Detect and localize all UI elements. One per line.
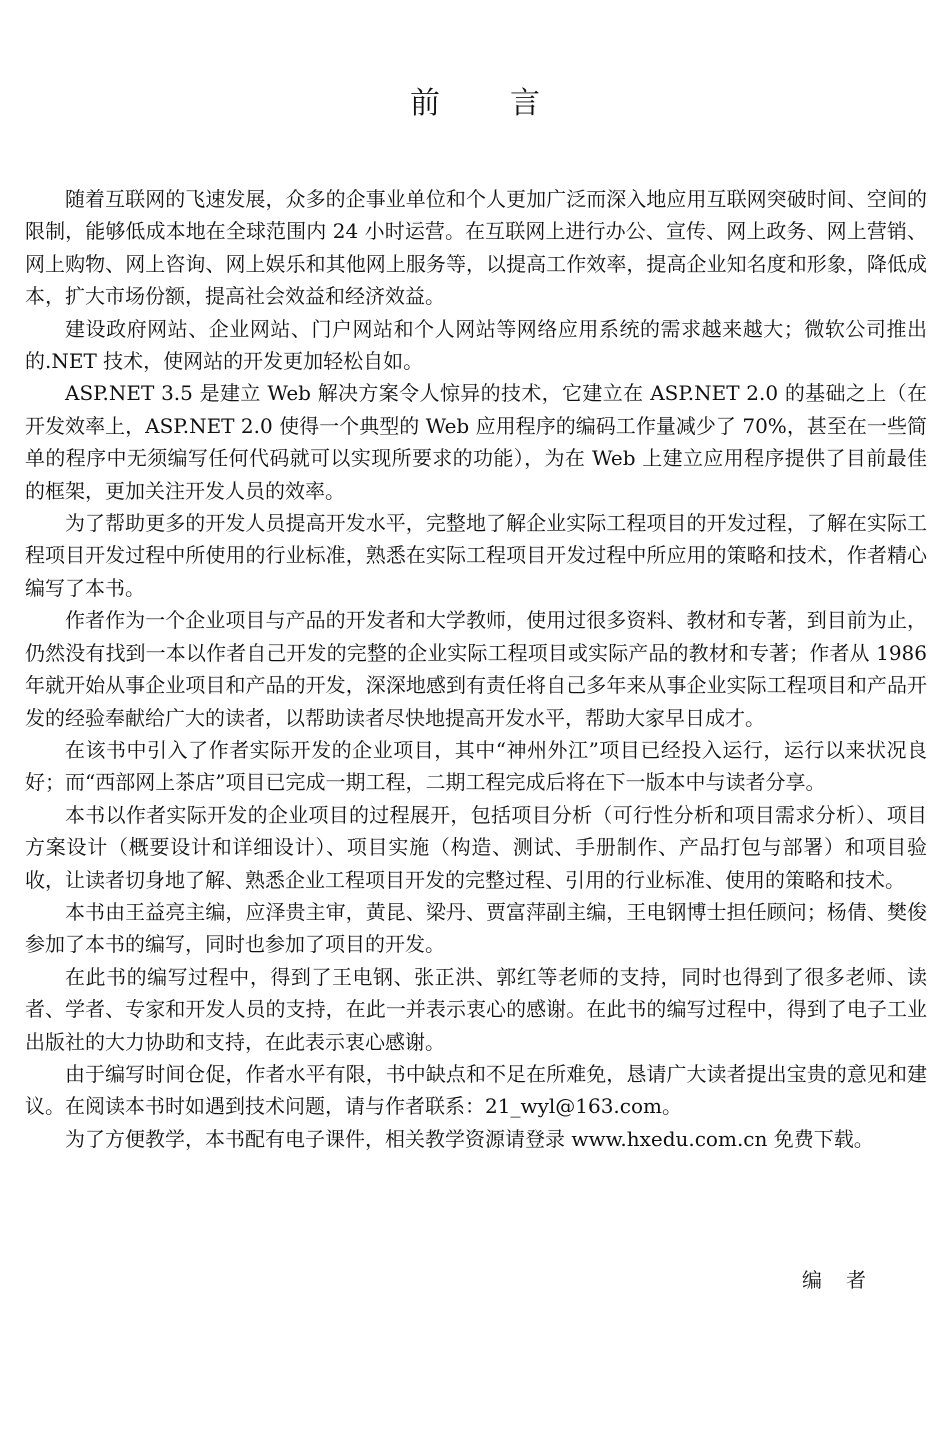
paragraph: 为了方便教学，本书配有电子课件，相关教学资源请登录 www.hxedu.com.cn 免费下载。 xyxy=(65,1126,874,1151)
paragraph: 本书以作者实际开发的企业项目的过程展开，包括项目分析（可行性分析和项目需求分析）、项目方案设计（概要设计和详细设计）、项目实施（构造、测试、手册制作、产品打包与部署）和项目验收，让读者切身地了解、熟悉企业工程项目开发的完整过程、引用的行业标准、使用的策略和技术。 xyxy=(25,802,927,892)
paragraph: 在该书中引入了作者实际开发的企业项目，其中“神州外江”项目已经投入运行，运行以来状况良好；而“西部网上茶店”项目已完成一期工程，二期工程完成后将在下一版本中与读者分享。 xyxy=(25,737,927,795)
paragraph: 为了帮助更多的开发人员提高开发水平，完整地了解企业实际工程项目的开发过程，了解在实际工程项目开发过程中所使用的行业标准，熟悉在实际工程项目开发过程中所应用的策略和技术，作者精心编写了本书。 xyxy=(25,511,927,600)
paragraph: 在此书的编写过程中，得到了王电钢、张正洪、郭红等老师的支持，同时也得到了很多老师、读者、学者、专家和开发人员的支持，在此一并表示衷心的感谢。在此书的编写过程中，得到了电子工业出版社的大力协助和支持，在此表示衷心感谢。 xyxy=(25,964,927,1054)
author-signature: 编者 xyxy=(802,1268,890,1292)
paragraph: 作者作为一个企业项目与产品的开发者和大学教师，使用过很多资料、教材和专著，到目前为止，仍然没有找到一本以作者自己开发的完整的企业实际工程项目或实际产品的教材和专著；作者从 1986 年就开始从事企业项目和产品的开发，深深地感到有责任将自己多年来从事企业实际工程项目和产品开发的经验奉献给广大的读者，以帮助读者尽快地提高开发水平，帮助大家早日成才。 xyxy=(25,608,927,730)
paragraph: ASP.NET 3.5 是建立 Web 解决方案令人惊异的技术，它建立在 ASP.NET 2.0 的基础之上（在开发效率上，ASP.NET 2.0 使得一个典型的 Web 应用程序的编码工作量减少了 70%，甚至在一些简单的程序中无须编写任何代码就可以实现所要求的功能），为在 Web 上建立应用程序提供了目前最佳的框架，更加关注开发人员的效率。 xyxy=(25,381,927,503)
paragraph: 由于编写时间仓促，作者水平有限，书中缺点和不足在所难免，恳请广大读者提出宝贵的意见和建议。在阅读本书时如遇到技术问题，请与作者联系：21_wyl@163.com。 xyxy=(25,1061,927,1119)
page-title: 前言 xyxy=(410,86,610,121)
paragraph: 随着互联网的飞速发展，众多的企事业单位和个人更加广泛而深入地应用互联网突破时间、空间的限制，能够低成本地在全球范围内 24 小时运营。在互联网上进行办公、宣传、网上政务、网上营销、网上购物、网上咨询、网上娱乐和其他网上服务等，以提高工作效率，提高企业知名度和形象，降低成本，扩大市场份额，提高社会效益和经济效益。 xyxy=(25,187,927,309)
preface-body xyxy=(25,183,927,1155)
paragraph: 本书由王益亮主编，应泽贵主审，黄昆、梁丹、贾富萍副主编，王电钢博士担任顾问；杨倩、樊俊参加了本书的编写，同时也参加了项目的开发。 xyxy=(25,899,927,957)
paragraph: 建设政府网站、企业网站、门户网站和个人网站等网络应用系统的需求越来越大；微软公司推出的.NET 技术，使网站的开发更加轻松自如。 xyxy=(25,316,927,374)
